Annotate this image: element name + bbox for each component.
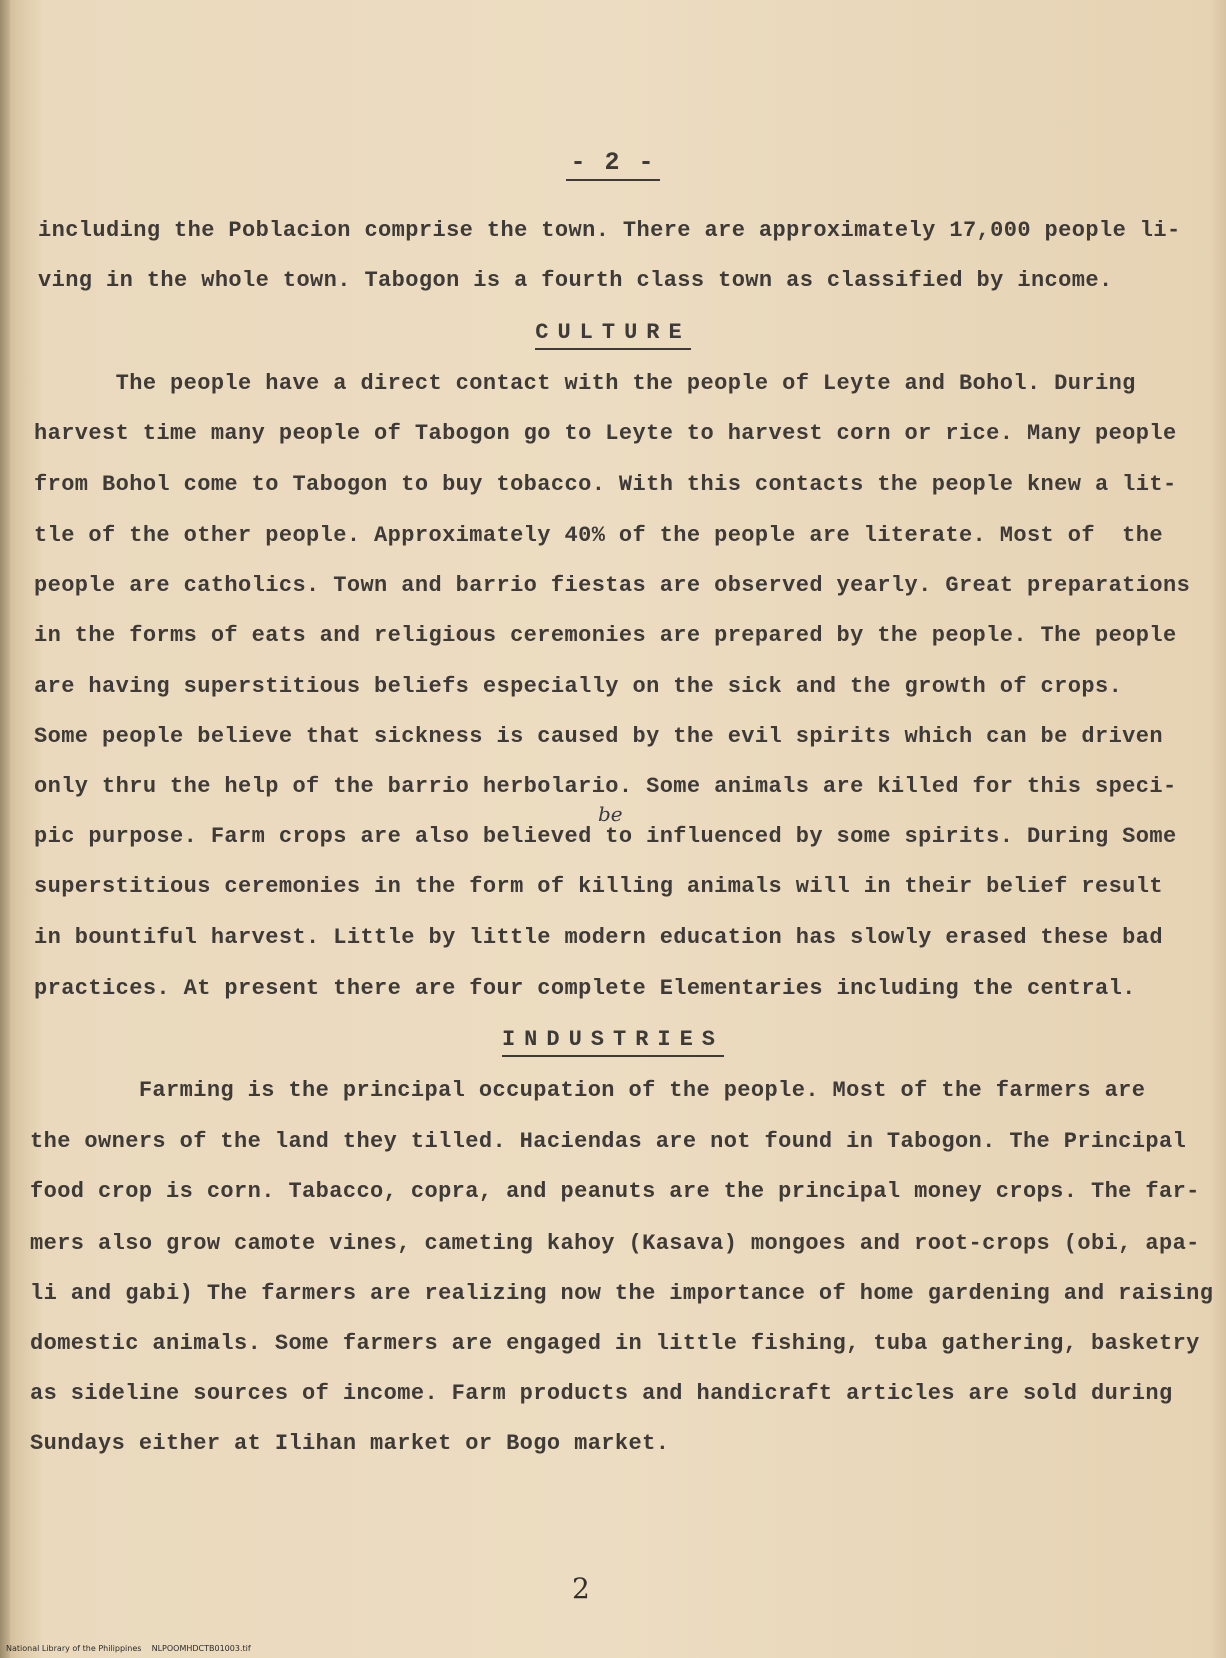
industries-line: food crop is corn. Tabacco, copra, and peanuts are the principal money crops. The far- (30, 1179, 1200, 1204)
handwritten-insert: be (598, 802, 623, 826)
culture-line: harvest time many people of Tabogon go to Leyte to harvest corn or rice. Many people (34, 421, 1177, 446)
section-title-industries: INDUSTRIES (0, 1025, 1226, 1055)
typed-page-number: - 2 - (0, 148, 1226, 177)
culture-line: tle of the other people. Approximately 40% of the people are literate. Most of the (34, 523, 1163, 548)
culture-line: in bountiful harvest. Little by little modern education has slowly erased these bad (34, 925, 1163, 950)
industries-line: Sundays either at Ilihan market or Bogo market. (30, 1431, 670, 1456)
culture-line: superstitious ceremonies in the form of killing animals will in their belief result (34, 874, 1163, 899)
industries-line: domestic animals. Some farmers are engaged in little fishing, tuba gathering, basketry (30, 1331, 1200, 1356)
intro-line: ving in the whole town. Tabogon is a fourth class town as classified by income. (38, 268, 1113, 293)
culture-line: The people have a direct contact with the people of Leyte and Bohol. During (34, 371, 1136, 396)
culture-line: people are catholics. Town and barrio fiestas are observed yearly. Great preparations (34, 573, 1191, 598)
culture-line: in the forms of eats and religious ceremonies are prepared by the people. The people (34, 623, 1177, 648)
culture-line: only thru the help of the barrio herbolario. Some animals are killed for this speci- (34, 774, 1177, 799)
industries-line: the owners of the land they tilled. Haciendas are not found in Tabogon. The Principal (30, 1129, 1187, 1154)
industries-line: li and gabi) The farmers are realizing now the importance of home gardening and raising (30, 1281, 1214, 1306)
industries-line: as sideline sources of income. Farm products and handicraft articles are sold during (30, 1381, 1173, 1406)
binding-edge (0, 0, 10, 1658)
culture-line: from Bohol come to Tabogon to buy tobacco. With this contacts the people knew a lit- (34, 472, 1177, 497)
archive-caption: National Library of the Philippines NLPOOMHDCTB01003.tif (6, 1644, 251, 1653)
industries-line: mers also grow camote vines, cameting kahoy (Kasava) mongoes and root-crops (obi, apa- (30, 1231, 1200, 1256)
culture-line: practices. At present there are four complete Elementaries including the central. (34, 976, 1136, 1001)
handwritten-page-number: 2 (572, 1572, 590, 1605)
culture-line: are having superstitious beliefs especially on the sick and the growth of crops. (34, 674, 1123, 699)
industries-line: Farming is the principal occupation of the people. Most of the farmers are (30, 1078, 1146, 1103)
intro-line: including the Poblacion comprise the town. There are approximately 17,000 people li- (38, 218, 1181, 243)
section-title-culture: CULTURE (0, 318, 1226, 348)
culture-line: Some people believe that sickness is caused by the evil spirits which can be driven (34, 724, 1163, 749)
culture-line: pic purpose. Farm crops are also believed to influenced by some spirits. During Some (34, 824, 1177, 849)
